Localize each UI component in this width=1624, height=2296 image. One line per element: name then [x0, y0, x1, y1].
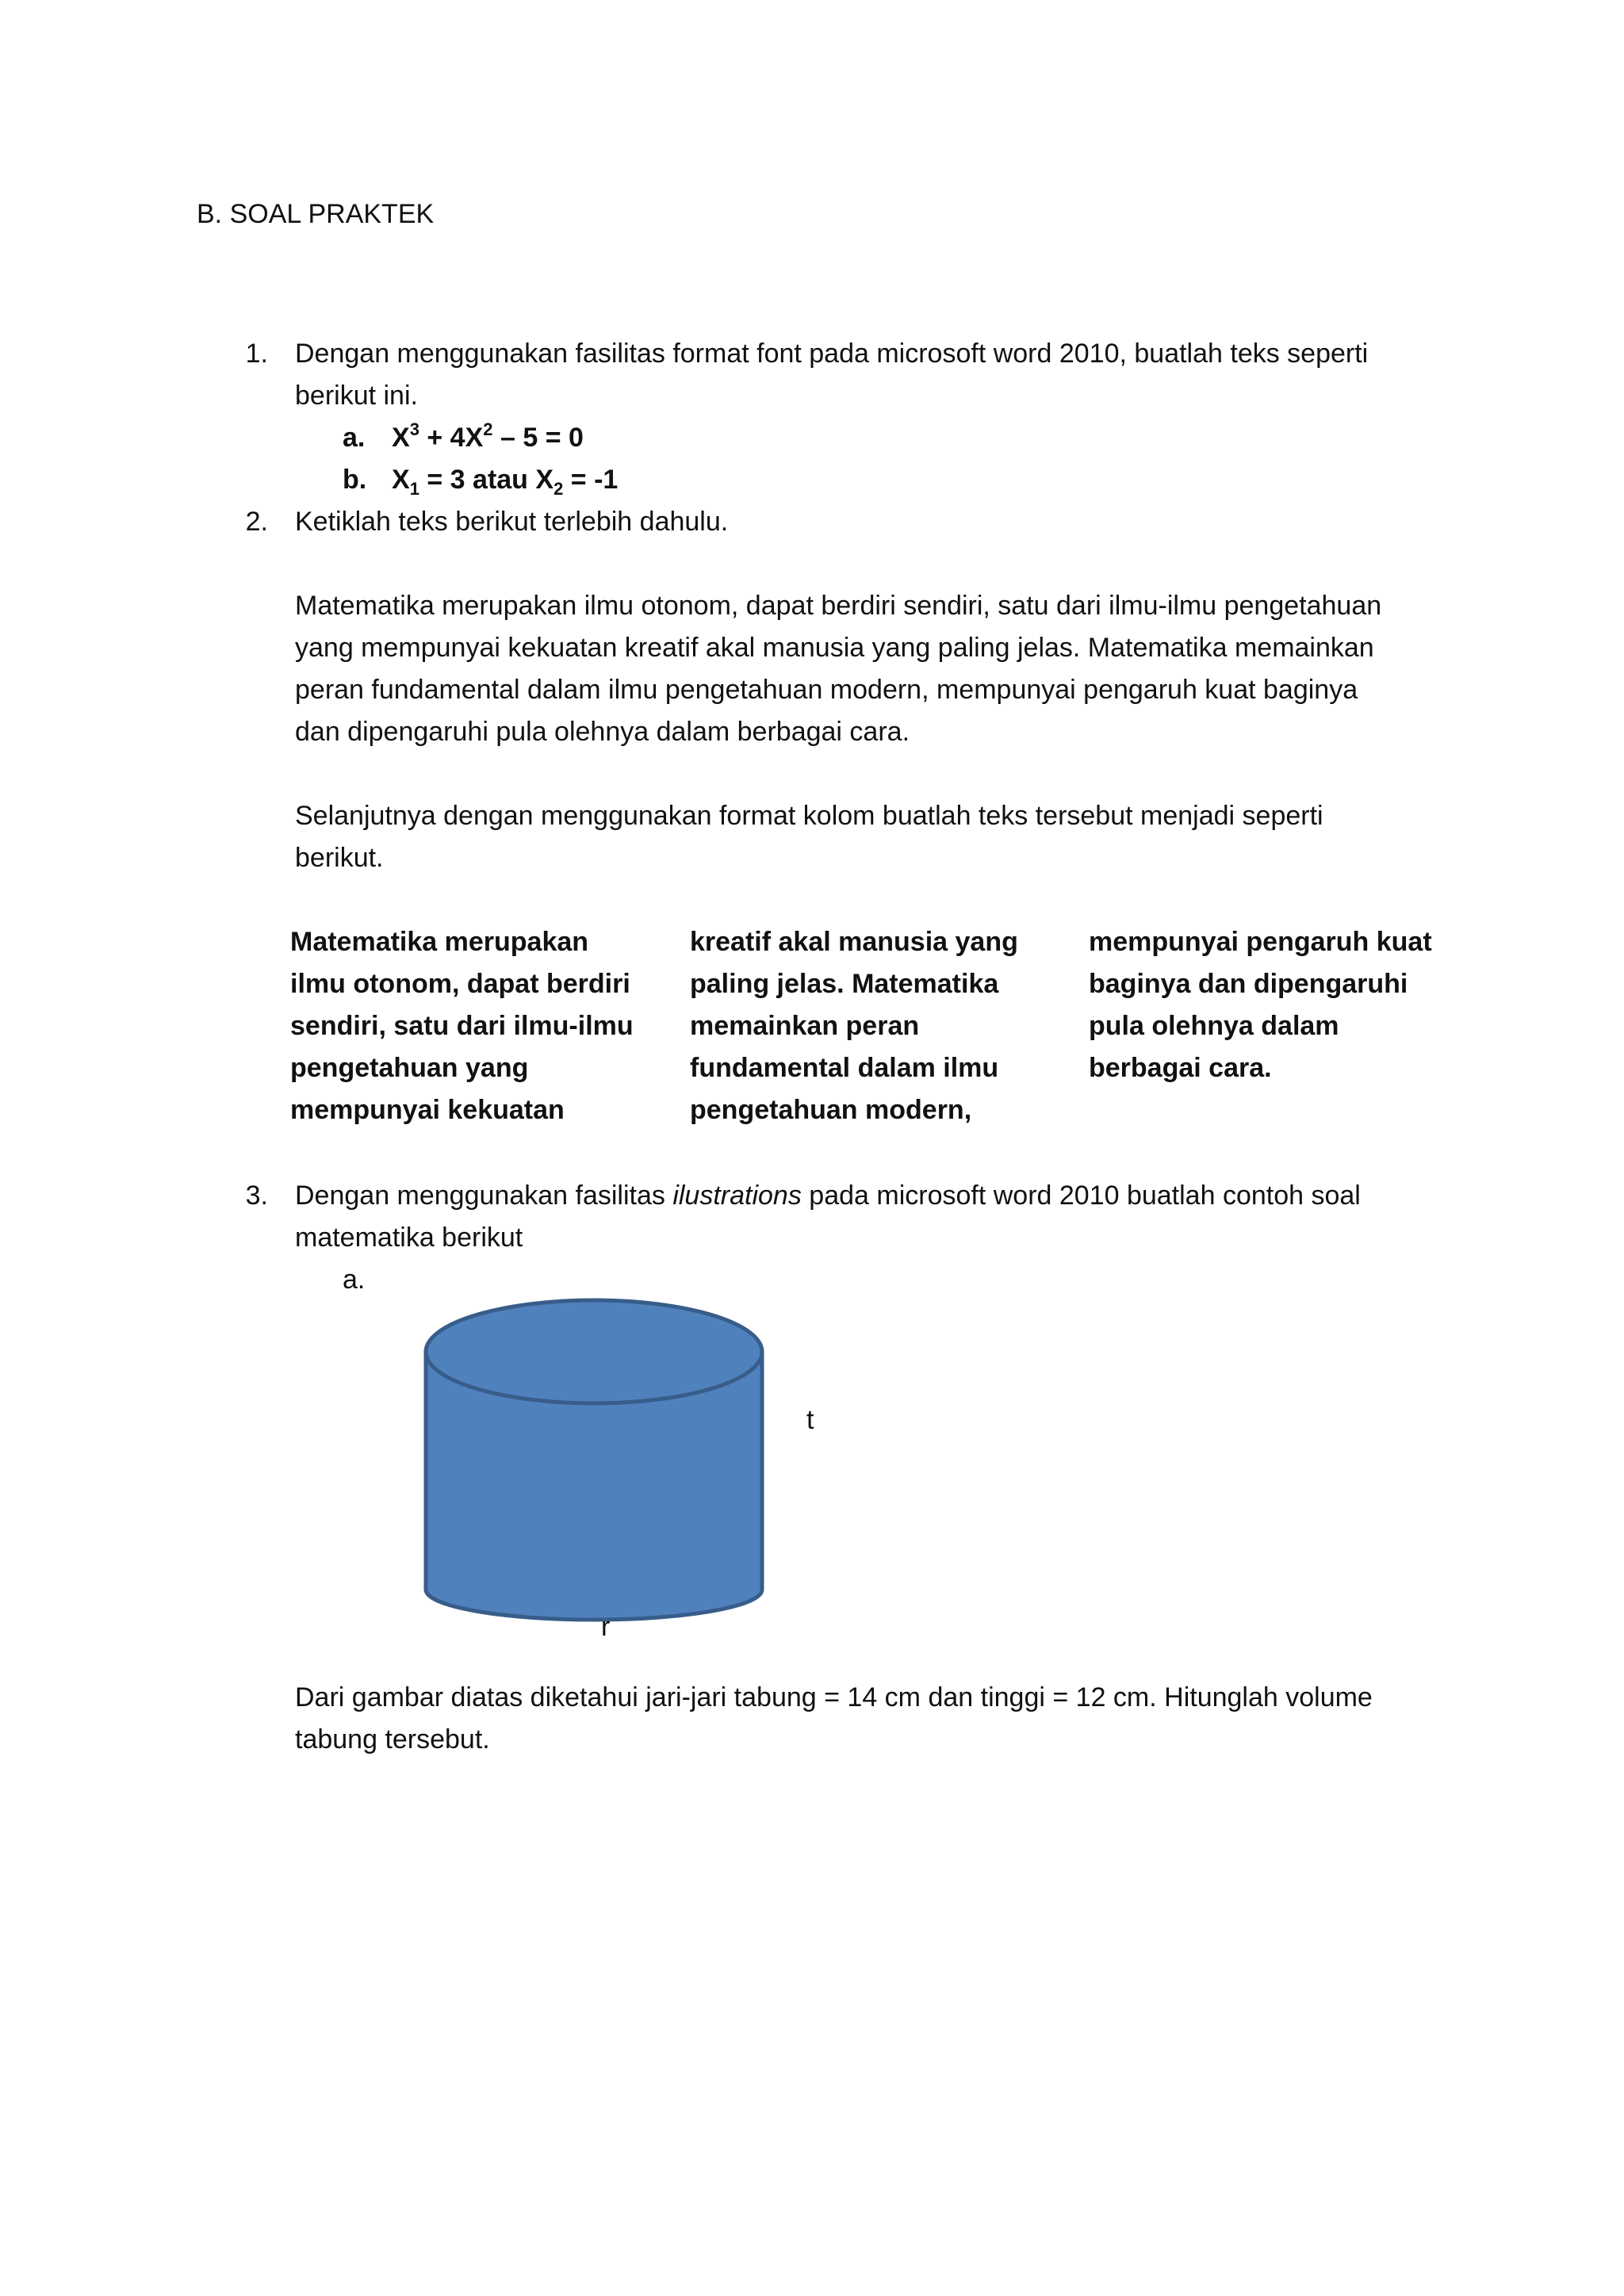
q2-para-line: dan dipengaruhi pula olehnya dalam berbagai cara. [295, 717, 910, 747]
column-line: fundamental dalam ilmu [690, 1053, 999, 1083]
q1-item-b-marker: b. [343, 465, 367, 495]
cylinder-top [426, 1300, 762, 1403]
column-line: baginya dan dipengaruhi [1089, 969, 1408, 999]
column-3 [1089, 921, 1432, 1089]
column-line: pula olehnya dalam [1089, 1011, 1339, 1041]
column-line: Matematika merupakan [290, 927, 589, 957]
column-line: sendiri, satu dari ilmu-ilmu [290, 1011, 634, 1041]
q2-para-line: Matematika merupakan ilmu otonom, dapat berdiri sendiri, satu dari ilmu-ilmu pengetahuan [295, 591, 1382, 621]
q1-item-b-equation: $X_1 = 3$ atau $X_2 = -1$ [392, 465, 619, 499]
q1-line1: Dengan menggunakan fasilitas format font pada microsoft word 2010, buatlah teks seperti [295, 339, 1369, 369]
column-line: memainkan peran [690, 1011, 920, 1041]
q3-line1: Dengan menggunakan fasilitas ilustrations pada microsoft word 2010 buatlah contoh soal [295, 1181, 1361, 1211]
column-line: mempunyai pengaruh kuat [1089, 927, 1432, 957]
column-line: mempunyai kekuatan [290, 1095, 565, 1125]
q1-number: 1. [245, 339, 268, 369]
section-title: B. SOAL PRAKTEK [197, 199, 435, 229]
column-2 [690, 921, 1018, 1131]
cylinder-illustration [412, 1288, 777, 1629]
q1-line2: berikut ini. [295, 381, 418, 411]
q3-question-line: tabung tersebut. [295, 1724, 490, 1755]
q1-item-a-marker: a. [343, 423, 366, 453]
column-line: ilmu otonom, dapat berdiri [290, 969, 630, 999]
q2-number: 2. [245, 507, 268, 537]
q2-instruction-line: Selanjutnya dengan menggunakan format kolom buatlah teks tersebut menjadi seperti [295, 801, 1323, 831]
height-label: t [806, 1405, 814, 1435]
q3-question-line: Dari gambar diatas diketahui jari-jari tabung = 14 cm dan tinggi = 12 cm. Hitunglah volume [295, 1682, 1373, 1712]
q3-number: 3. [245, 1181, 268, 1211]
column-line: berbagai cara. [1089, 1053, 1272, 1083]
q2-para-line: peran fundamental dalam ilmu pengetahuan modern, mempunyai pengaruh kuat baginya [295, 675, 1358, 705]
column-line: paling jelas. Matematika [690, 969, 999, 999]
q3-line2: matematika berikut [295, 1223, 523, 1253]
q2-instruction-line: berikut. [295, 843, 384, 873]
column-line: kreatif akal manusia yang [690, 927, 1018, 957]
radius-label: r [601, 1612, 611, 1642]
column-1 [290, 921, 634, 1131]
column-line: pengetahuan yang [290, 1053, 529, 1083]
q2-para-line: yang mempunyai kekuatan kreatif akal manusia yang paling jelas. Matematika memainkan [295, 633, 1374, 663]
column-line: pengetahuan modern, [690, 1095, 972, 1125]
q1-item-a-equation: $X^3 + 4X^2 - 5 = 0$ [392, 419, 584, 453]
q3-item-a-marker: a. [343, 1265, 366, 1295]
q2-line1: Ketiklah teks berikut terlebih dahulu. [295, 507, 729, 537]
